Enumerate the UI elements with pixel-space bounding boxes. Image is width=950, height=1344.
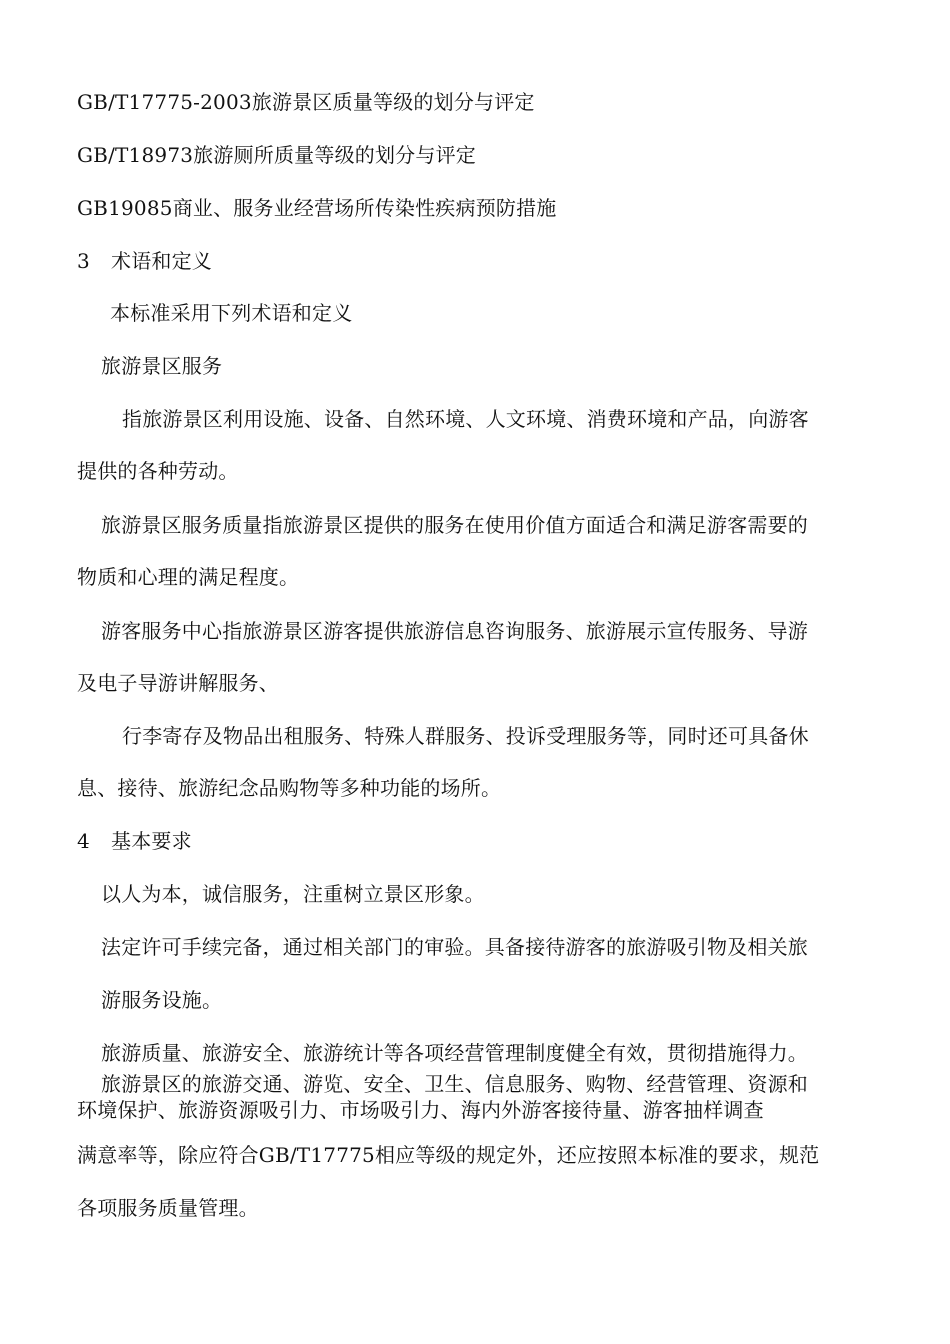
paragraph-text: 各项服务质量管理。 [77,1196,259,1220]
paragraph-text: 旅游景区服务质量指旅游景区提供的服务在使用价值方面适合和满足游客需要的 [101,513,808,537]
paragraph-text: 旅游景区的旅游交通、游览、安全、卫生、信息服务、购物、经营管理、资源和 [101,1072,808,1096]
paragraph-text: 提供的各种劳动。 [77,459,239,483]
reference-standard: GB/T17775-2003旅游景区质量等级的划分与评定 [77,90,535,114]
term-title: 旅游景区服务 [101,354,223,378]
section-heading [77,828,192,854]
paragraph-text: 物质和心理的满足程度。 [77,565,300,589]
paragraph-text: 及电子导游讲解服务、 [77,671,279,695]
paragraph-text: 以人为本，诚信服务，注重树立景区形象。 [101,882,485,906]
paragraph-text: 法定许可手续完备，通过相关部门的审验。具备接待游客的旅游吸引物及相关旅 [101,935,808,959]
paragraph-text: 游客服务中心指旅游景区游客提供旅游信息咨询服务、旅游展示宣传服务、导游 [101,619,808,643]
paragraph-text: 游服务设施。 [101,988,223,1012]
section-heading [77,248,212,274]
reference-standard: GB/T18973旅游厕所质量等级的划分与评定 [77,143,476,167]
paragraph-text: 息、接待、旅游纪念品购物等多种功能的场所。 [77,776,502,800]
section-title: 基本要求 [111,829,192,853]
paragraph-text: 指旅游景区利用设施、设备、自然环境、人文环境、消费环境和产品，向游客 [122,407,809,431]
reference-standard: GB19085商业、服务业经营场所传染性疾病预防措施 [77,196,557,220]
paragraph-text: 环境保护、旅游资源吸引力、市场吸引力、海内外游客接待量、游客抽样调查 [77,1098,764,1122]
paragraph-text: 本标准采用下列术语和定义 [110,301,353,325]
paragraph-text: 满意率等，除应符合GB/T17775相应等级的规定外，还应按照本标准的要求，规范 [77,1143,820,1167]
section-title: 术语和定义 [111,249,212,273]
paragraph-text: 旅游质量、旅游安全、旅游统计等各项经营管理制度健全有效，贯彻措施得力。 [101,1041,808,1065]
section-number: 4 [77,829,90,853]
section-number: 3 [77,249,90,273]
paragraph-text: 行李寄存及物品出租服务、特殊人群服务、投诉受理服务等，同时还可具备休 [122,724,809,748]
